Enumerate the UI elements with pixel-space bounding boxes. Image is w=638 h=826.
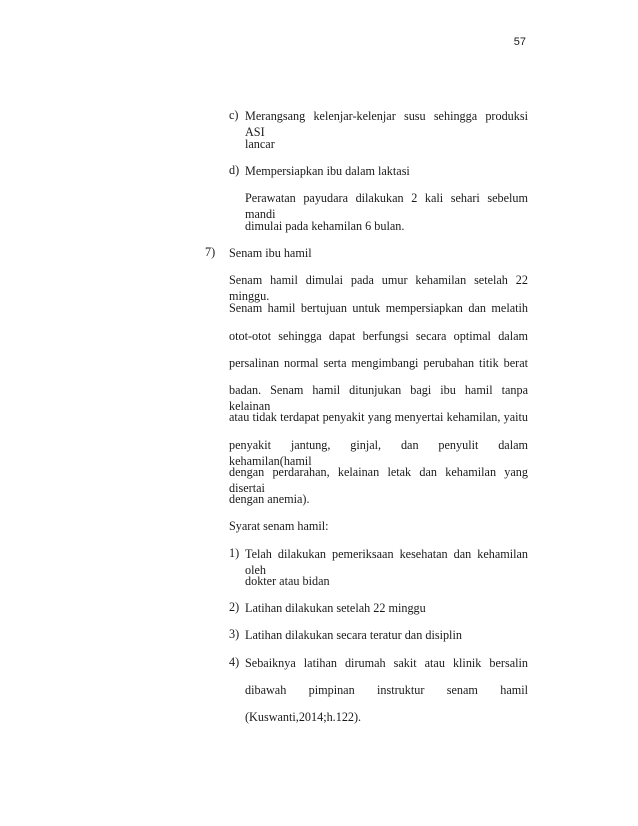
syarat-marker-3: 3): [229, 627, 240, 641]
page-number: 57: [513, 36, 526, 48]
list-marker-d: d): [229, 163, 240, 177]
paragraph-line-8: dengan perdarahan, kelainan letak dan kehamilan yang disertai: [229, 465, 528, 495]
paragraph-line-9: dengan anemia).: [229, 492, 310, 506]
section-heading: Senam ibu hamil: [229, 246, 312, 260]
syarat-4-line-3: (Kuswanti,2014;h.122).: [245, 710, 362, 724]
list-item-d: Mempersiapkan ibu dalam laktasi: [245, 164, 410, 178]
paragraph-line-7: penyakit jantung, ginjal, dan penyulit dalam kehamilan(hamil: [229, 438, 528, 468]
syarat-4-line-1: Sebaiknya latihan dirumah sakit atau klinik bersalin: [245, 656, 528, 670]
syarat-1-line-2: dokter atau bidan: [245, 574, 330, 588]
syarat-1-line-1: Telah dilakukan pemeriksaan kesehatan dan kehamilan oleh: [245, 547, 528, 577]
syarat-marker-1: 1): [229, 546, 240, 560]
syarat-marker-2: 2): [229, 600, 240, 614]
paragraph-line-6: atau tidak terdapat penyakit yang menyertai kehamilan, yaitu: [229, 410, 528, 424]
paragraph-line-5: badan. Senam hamil ditunjukan bagi ibu hamil tanpa kelainan: [229, 383, 528, 413]
perawatan-line-1: Perawatan payudara dilakukan 2 kali sehari sebelum mandi: [245, 191, 528, 221]
paragraph-line-2: Senam hamil bertujuan untuk mempersiapkan dan melatih: [229, 301, 528, 315]
perawatan-line-2: dimulai pada kehamilan 6 bulan.: [245, 219, 405, 233]
list-item-c-line-2: lancar: [245, 137, 275, 151]
syarat-4-line-2: dibawah pimpinan instruktur senam hamil: [245, 683, 528, 697]
syarat-heading: Syarat senam hamil:: [229, 519, 329, 533]
paragraph-line-3: otot-otot sehingga dapat berfungsi secara optimal dalam: [229, 329, 528, 343]
syarat-3-line-1: Latihan dilakukan secara teratur dan disiplin: [245, 628, 462, 642]
syarat-2-line-1: Latihan dilakukan setelah 22 minggu: [245, 601, 426, 615]
syarat-marker-4: 4): [229, 655, 240, 669]
paragraph-line-1: Senam hamil dimulai pada umur kehamilan setelah 22 minggu.: [229, 273, 528, 303]
section-marker-7: 7): [205, 245, 216, 259]
paragraph-line-4: persalinan normal serta mengimbangi perubahan titik berat: [229, 356, 528, 370]
list-item-c-line-1: Merangsang kelenjar-kelenjar susu sehingga produksi ASI: [245, 109, 528, 139]
list-marker-c: c): [229, 108, 239, 122]
